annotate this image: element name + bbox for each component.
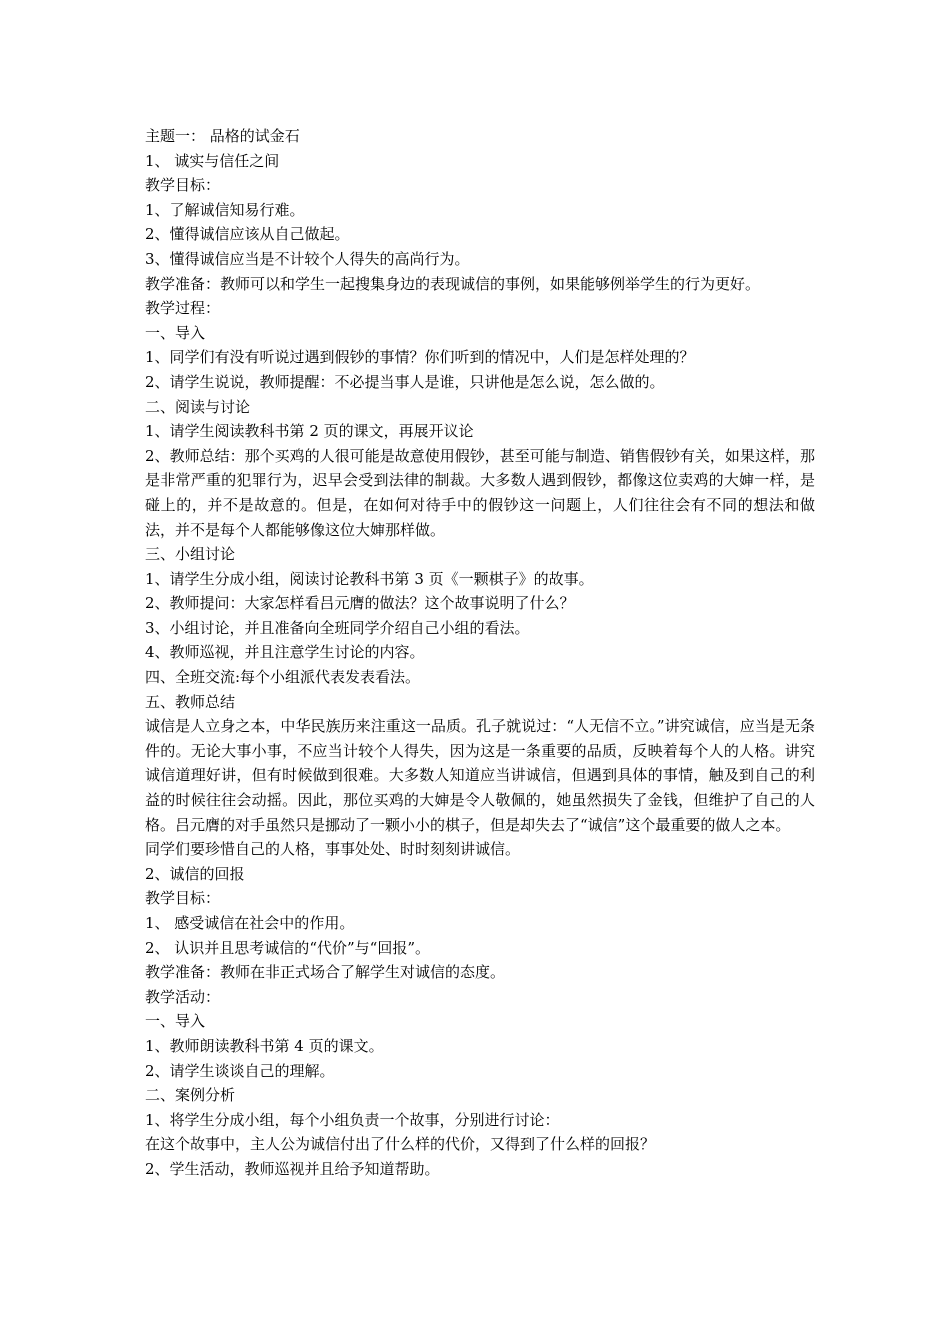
section-heading-activities: 教学活动：	[145, 987, 221, 1006]
step-item: 1、请学生分成小组，阅读讨论教科书第 3 页《一颗棋子》的故事。	[145, 569, 594, 588]
step-item: 1、教师朗读教科书第 4 页的课文。	[145, 1036, 384, 1055]
step-item: 1、将学生分成小组，每个小组负责一个故事，分别进行讨论：	[145, 1110, 560, 1129]
step-item: 2、学生活动，教师巡视并且给予知道帮助。	[145, 1159, 440, 1178]
goal-item: 1、了解诚信知易行难。	[145, 200, 305, 219]
step-item: 4、教师巡视，并且注意学生讨论的内容。	[145, 643, 425, 662]
goal-item: 1、 感受诚信在社会中的作用。	[145, 914, 355, 932]
lesson-1-title: 1、 诚实与信任之间	[145, 151, 280, 170]
topic-title: 主题一： 品格的试金石	[145, 127, 300, 145]
teacher-summary-paragraph: 2、教师总结：那个买鸡的人很可能是故意使用假钞，甚至可能与制造、销售假钞有关，如果这样，那是非常严重的犯罪行为，迟早会受到法律的制裁。大多数人遇到假钞，都像这位卖鸡的大婶一样，是碰上的，并不是故意的。但是，在如何对待手中的假钞这一问题上，人们往往会有不同的想法和做法，并不是每个人都能够像这位大婶那样做。	[145, 446, 815, 539]
section-heading-process: 教学过程：	[145, 299, 221, 318]
step-item: 2、请学生说说，教师提醒：不必提当事人是谁，只讲他是怎么说，怎么做的。	[145, 372, 665, 391]
step-heading-intro: 一、导入	[145, 323, 206, 342]
step-heading-intro: 一、导入	[145, 1012, 206, 1031]
preparation-line: 教学准备：教师可以和学生一起搜集身边的表现诚信的事例，如果能够例举学生的行为更好。	[145, 274, 761, 293]
integrity-paragraph: 诚信是人立身之本，中华民族历来注重这一品质。孔子就说过：“人无信不立。”讲究诚信，应当是无条件的。无论大事小事，不应当计较个人得失，因为这是一条重要的品质，反映着每个人的人格。讲究诚信道理好讲，但有时候做到很难。大多数人知道应当讲诚信，但遇到具体的事情，触及到自己的利益的时候往往会动摇。因此，那位买鸡的大婶是令人敬佩的，她虽然损失了金钱，但维护了自己的人格。吕元膺的对手虽然只是挪动了一颗小小的棋子，但是却失去了“诚信”这个最重要的做人之本。	[145, 717, 815, 834]
step-heading-teacher-summary: 五、教师总结	[145, 692, 236, 711]
goal-item: 2、懂得诚信应该从自己做起。	[145, 225, 350, 244]
step-item: 在这个故事中，主人公为诚信付出了什么样的代价，又得到了什么样的回报？	[145, 1135, 656, 1154]
section-heading-goals: 教学目标：	[145, 889, 221, 908]
step-heading-group: 三、小组讨论	[145, 545, 236, 564]
step-heading-reading: 二、阅读与讨论	[145, 397, 251, 416]
document-body	[145, 124, 815, 1182]
step-item: 1、请学生阅读教科书第 2 页的课文，再展开议论	[145, 422, 474, 441]
step-item: 2、教师提问：大家怎样看吕元膺的做法？这个故事说明了什么？	[145, 594, 575, 613]
step-item: 3、小组讨论，并且准备向全班同学介绍自己小组的看法。	[145, 618, 530, 637]
step-heading-class-exchange: 四、全班交流:每个小组派代表发表看法。	[145, 668, 421, 687]
preparation-line: 教学准备：教师在非正式场合了解学生对诚信的态度。	[145, 963, 506, 982]
step-item: 1、同学们有没有听说过遇到假钞的事情？你们听到的情况中，人们是怎样处理的？	[145, 348, 695, 367]
goal-item: 3、懂得诚信应当是不计较个人得失的高尚行为。	[145, 249, 470, 268]
section-heading-goals: 教学目标：	[145, 176, 221, 195]
goal-item: 2、 认识并且思考诚信的“代价”与“回报”。	[145, 938, 430, 957]
lesson-2-title: 2、诚信的回报	[145, 864, 245, 883]
step-heading-case-analysis: 二、案例分析	[145, 1086, 236, 1105]
step-item: 2、请学生谈谈自己的理解。	[145, 1061, 335, 1080]
closing-line: 同学们要珍惜自己的人格，事事处处、时时刻刻讲诚信。	[145, 840, 521, 859]
